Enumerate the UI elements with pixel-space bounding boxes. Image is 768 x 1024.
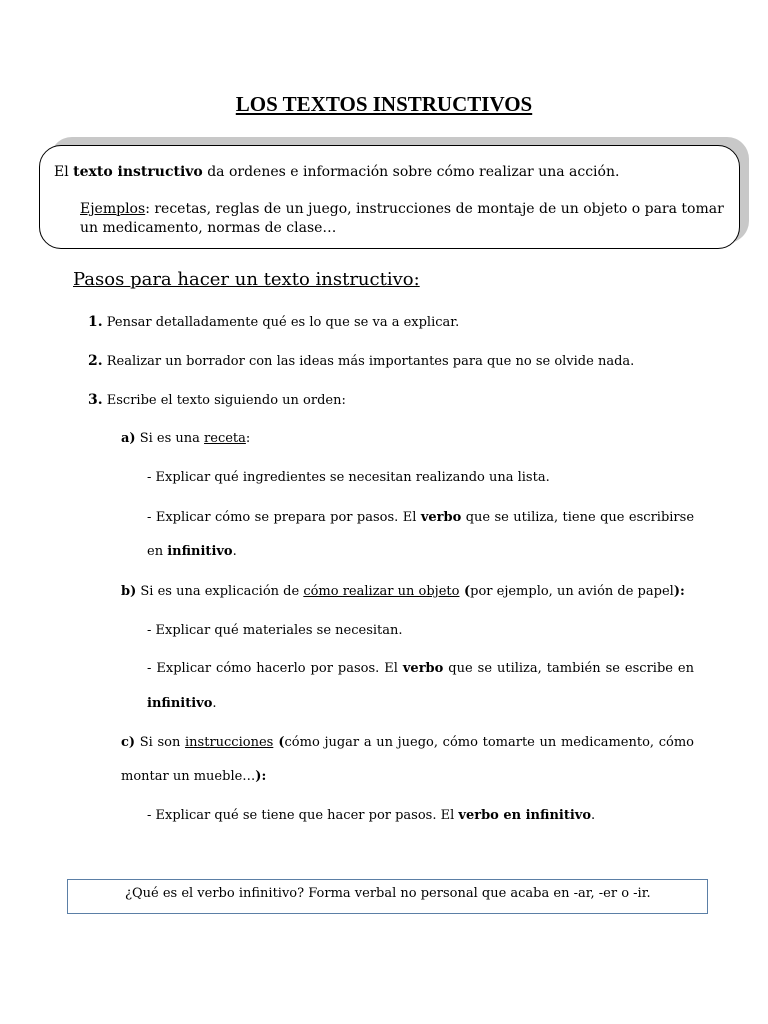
case-a-bullet-2-line-2: en infinitivo. [147,544,237,559]
case-c-heading-line-1: c) Si son instrucciones (cómo jugar a un juego, cómo tomarte un medicamento, cómo [121,735,694,750]
definition-term: texto instructivo [73,164,203,180]
section-subtitle: Pasos para hacer un texto instructivo: [73,269,420,290]
case-b-bullet-2-line-1: - Explicar cómo hacerlo por pasos. El verbo que se utiliza, también se escribe en [147,661,695,676]
case-a-bullet-2-line-1: - Explicar cómo se prepara por pasos. El verbo que se utiliza, tiene que escribirse [147,510,695,525]
case-c-heading-line-2: montar un mueble…): [121,769,267,784]
case-a-bullet-1: - Explicar qué ingredientes se necesitan realizando una lista. [147,470,550,485]
step-1: 1. Pensar detalladamente qué es lo que se va a explicar. [88,314,460,330]
case-b-heading: b) Si es una explicación de cómo realizar un objeto (por ejemplo, un avión de papel): [121,584,685,599]
case-a-heading: a) Si es una receta: [121,431,251,446]
page-title: LOS TEXTOS INSTRUCTIVOS [235,92,533,116]
step-2: 2. Realizar un borrador con las ideas más importantes para que no se olvide nada. [88,353,635,369]
step-3: 3. Escribe el texto siguiendo un orden: [88,392,346,408]
definition-text: El texto instructivo da ordenes e información sobre cómo realizar una acción. [54,164,620,180]
case-c-bullet-1: - Explicar qué se tiene que hacer por pasos. El verbo en infinitivo. [147,808,596,823]
infinitive-note-text: ¿Qué es el verbo infinitivo? Forma verbal no personal que acaba en -ar, -er o -ir. [125,886,651,901]
case-b-bullet-1: - Explicar qué materiales se necesitan. [147,623,403,638]
case-b-bullet-2-line-2: infinitivo. [147,696,217,711]
examples-label: Ejemplos [80,201,146,217]
examples-text: Ejemplos: recetas, reglas de un juego, instrucciones de montaje de un objeto o para tomar un medicamento, normas de clase… [80,201,724,236]
